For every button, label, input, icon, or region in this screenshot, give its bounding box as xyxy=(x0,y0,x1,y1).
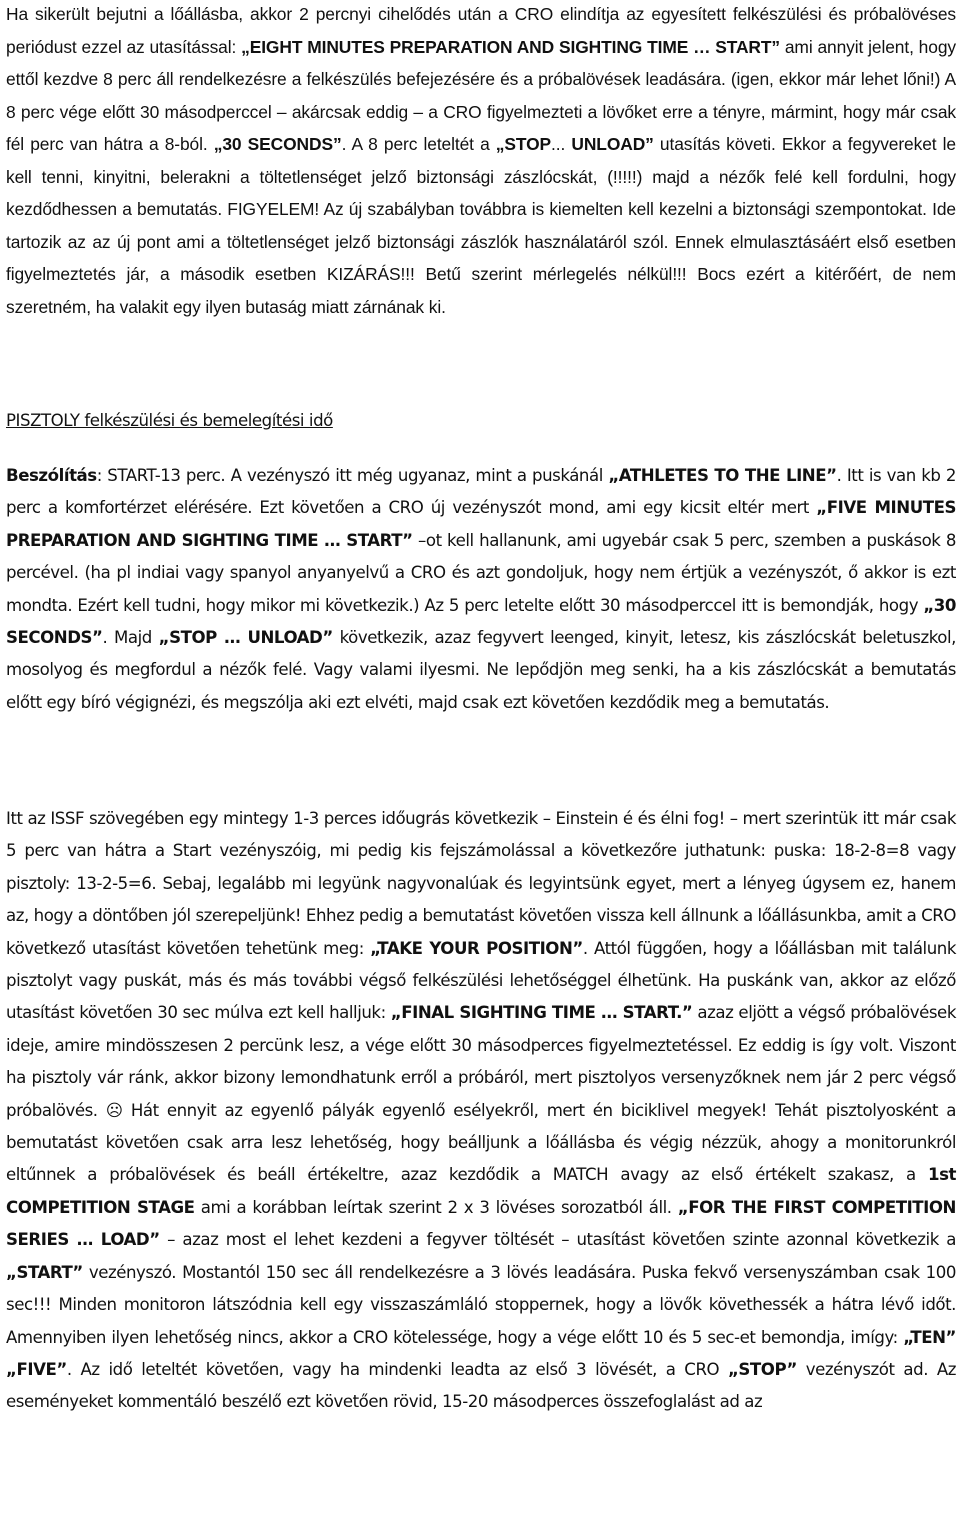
bold-text-run: „TEN” xyxy=(903,1327,956,1347)
bold-text-run: „ATHLETES TO THE LINE” xyxy=(608,466,837,485)
paragraph-pistol-preparation xyxy=(6,460,956,719)
bold-text-run: Beszólítás xyxy=(6,466,97,485)
bold-text-run: „30 SECONDS” xyxy=(213,134,342,154)
text-run: utasítás követi. Ekkor a fegyvereket le kell tenni, kinyitni, belerakni a töltetlenséget jelző biztonsági zászlócskát, (!!!!!) majd a nézők felé kell fordulni, hogy kezdődhessen a bemutatás. FIGYELEM! Az új szabályban továbbra is kiemelten kell kezelni a biztonsági szempontokat. Ide tartozik az az új pont ami a töltetlenséget jelző biztonsági zászlók használatáról szól. Ennek elmulasztásáért első esetben figyelmeztetés jár, a második esetben KIZÁRÁS!!! Betű szerint mérlegelés nélkül!!! Bocs ezért a kitérőért, de nem szeretném, ha valakit egy ilyen butaság miatt zárnának ki. xyxy=(6,134,957,317)
text-run: . Attól függően, hogy a lőállásban mit találunk pisztolyt vagy puskát, más és más további végső felkészülési lehetőséggel élhetünk. Ha puskánk van, akkor az előző utasítást követően 30 sec múlva ezt kell halljuk: xyxy=(6,938,957,1023)
bold-text-run: „TAKE YOUR POSITION” xyxy=(370,938,583,958)
text-run: ... xyxy=(551,134,572,154)
section-heading-pistol: PISZTOLY felkészülési és bemelegítési idő xyxy=(6,411,333,430)
text-run: : START-13 perc. A vezényszó itt még ugyanaz, mint a puskánál xyxy=(96,466,609,485)
text-run: – azaz most el lehet kezdeni a fegyver töltését – utasítást követően szinte azonnal következik a xyxy=(159,1230,956,1250)
text-run: . A 8 perc leteltét a xyxy=(341,134,496,154)
text-run: . Az idő leteltét követően, vagy ha mindenki leadta az első 3 lövését, a CRO xyxy=(66,1359,728,1379)
text-run: ami a korábban leírtak szerint 2 x 3 lövéses sorozatból áll. xyxy=(194,1197,678,1217)
bold-text-run: „30 SECONDS” xyxy=(6,595,956,648)
text-run: –ot kell hallanunk, ami ugyebár csak 5 perc, szemben a puskások 8 percével. (ha pl indiai vagy spanyol anyanyelvű a CRO és azt gondoljuk, hogy nem értjük a vezényszót, ő akkor is ezt mondta. Ezért kell tudni, hogy mikor mi következik.) Az 5 perc letelte előtt 30 másodperccel itt is bemondják, hogy xyxy=(6,530,956,615)
text-run: Ha sikerült bejutni a lőállásba, akkor 2 percnyi cihelődés után a CRO elindítja az egyesített felkészülési és próbalövéses periódust ezzel az utasítással: xyxy=(6,4,956,57)
paragraph-final-sighting xyxy=(6,803,956,1419)
bold-text-run: „STOP … UNLOAD” xyxy=(158,628,333,648)
bold-text-run: „EIGHT MINUTES PREPARATION AND SIGHTING TIME … START” xyxy=(241,36,780,57)
paragraph-rifle-preparation xyxy=(6,0,956,323)
text-run: vezényszó. Mostantól 150 sec áll rendelkezésre a 3 lövés leadására. Puska fekvő versenyszámban csak 100 sec!!! Minden monitoron látszódnia kell egy visszaszámláló stoppernek, hogy a lövők követhessék a hátra lévő időt. Amennyiben ilyen lehetőség nincs, akkor a CRO kötelessége, hogy a vége előtt 10 és 5 sec-et bemondja, imígy: xyxy=(6,1262,956,1347)
bold-text-run: „FOR THE FIRST COMPETITION SERIES … LOAD” xyxy=(6,1197,956,1250)
bold-text-run: „START” xyxy=(6,1262,83,1282)
text-run: ) A 8 perc vége előtt 30 másodperccel – akárcsak eddig – a CRO figyelmezteti a lövőket erre a tényre, mármint, hogy már csak fél perc van hátra a 8-ból. xyxy=(6,69,956,154)
bold-text-run: UNLOAD” xyxy=(571,134,654,154)
text-run: vezényszót ad. Az eseményeket kommentáló beszélő ezt követően rövid, 15-20 másodperces összefoglalást ad az xyxy=(6,1359,956,1412)
text-run: . Itt is van kb 2 perc a komfortérzet elérésére. Ezt követően a CRO új vezényszót mond, ami egy kicsit eltér mert xyxy=(6,466,956,518)
bold-text-run: „FIVE MINUTES PREPARATION AND SIGHTING TIME … START” xyxy=(6,498,956,550)
text-run: ami annyit jelent, hogy ettől kezdve 8 perc áll rendelkezésre a felkészülés befejezésére és a próbalövések leadására. (igen, ekkor már lehet lőni! xyxy=(6,36,956,89)
text-run: . Majd xyxy=(102,628,159,648)
text-run: Itt az ISSF szövegében egy mintegy 1-3 perces időugrás következik – Einstein é és élni fog! – mert szerintük itt már csak 5 perc van hátra a Start vezényszóig, mi pedig kis fejszámolással a következőre juthatunk: puska: 18-2-8=8 vagy pisztoly: 13-2-5=6. Sebaj, legalább mi legyünk nagyvonalúak és legyintsünk egyet, mert a lényeg úgysem ez, hanem az, hogy a döntőben jól szerepeljünk! Ehhez pedig a bemutatást követően vissza kell állnunk a lőállásunkba, amit a CRO következő utasítást követően tehetünk meg: xyxy=(6,809,956,958)
bold-text-run: „STOP” xyxy=(727,1359,797,1379)
bold-text-run: „STOP xyxy=(495,134,552,154)
bold-text-run: „FINAL SIGHTING TIME … START.” xyxy=(390,1003,693,1023)
text-run: következik, azaz fegyvert leenged, kinyit, letesz, kis zászlócskát beletuszkol, mosolyog és megfordul a nézők felé. Vagy valami ilyesmi. Ne lepődjön meg senki, ha a kis zászlócskát a bemutatás előtt egy bíró végignézi, és megszólja aki ezt elvéti, majd csak ezt követően kezdődik meg a bemutatás. xyxy=(6,628,956,712)
text-run: azaz eljött a végső próbalövések ideje, amire mindösszesen 2 percünk lesz, a vége előtt 30 másodperces figyelmeztetéssel. Ez eddig is így volt. Viszont ha pisztoly vár ránk, akkor bizony lemondhatunk erről a próbáról, mert pisztolyos versenyzőknek nem jár 2 perc végső próbalövés. ☹ Hát ennyit az egyenlő pályák egyenlő esélyekről, mert én biciklivel megyek! Tehát pisztolyosként a bemutatást követően csak arra lesz lehetőség, hogy beálljunk a lőállásba és végig nézzük, ahogy a monitorunkról eltűnnek a próbalövések és beáll értékeltre, azaz kezdődik a MATCH avagy az első értékelt szakasz, a xyxy=(6,1003,956,1185)
bold-text-run: „FIVE” xyxy=(6,1359,67,1379)
bold-text-run: 1st COMPETITION STAGE xyxy=(6,1165,956,1217)
